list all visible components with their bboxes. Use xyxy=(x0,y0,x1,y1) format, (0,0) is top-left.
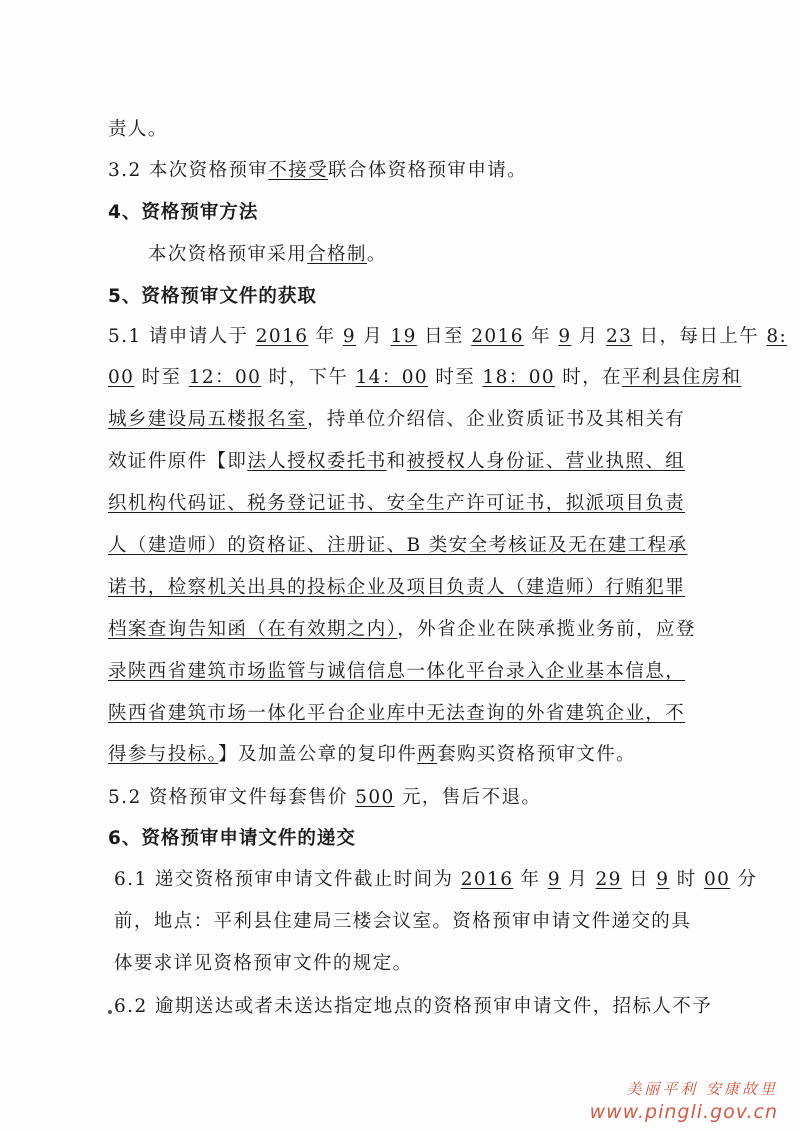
text-line-8: 城乡建设局五楼报名室，持单位介绍信、企业资质证书及其相关有 xyxy=(108,409,686,430)
section-heading-6: 6、资格预审申请文件的递交 xyxy=(108,828,356,849)
text-line-13: 档案查询告知函（在有效期之内），外省企业在陕承揽业务前，应登 xyxy=(108,619,696,640)
text-line-14: 录陕西省建筑市场监管与诚信信息一体化平台录入企业基本信息， xyxy=(108,661,686,682)
section-heading-5: 5、资格预审文件的获取 xyxy=(108,286,317,307)
scan-speck xyxy=(108,1010,112,1014)
text-line-16: 得参与投标。】及加盖公章的复印件两套购买资格预审文件。 xyxy=(108,744,637,765)
text-line-10: 织机构代码证、税务登记证书、安全生产许可证书，拟派项目负责 xyxy=(108,493,686,514)
text-line-7: 00 时至 12：00 时，下午 14：00 时至 18：00 时，在平利县住房和 xyxy=(108,367,742,388)
text-line-20: 前，地点：平利县住建局三楼会议室。资格预审申请文件递交的具 xyxy=(114,911,692,932)
text-line-1: 责人。 xyxy=(108,119,168,140)
text-line-9: 效证件原件【即法人授权委托书和被授权人身份证、营业执照、组 xyxy=(108,451,686,472)
watermark-url: www.pingli.gov.cn xyxy=(589,1101,778,1123)
text-line-4: 本次资格预审采用合格制。 xyxy=(148,244,387,265)
text-line-11: 人（建造师）的资格证、注册证、B 类安全考核证及无在建工程承 xyxy=(108,535,688,556)
site-watermark xyxy=(590,1078,778,1123)
text-line-2: 3.2 本次资格预审不接受联合体资格预审申请。 xyxy=(108,160,528,181)
text-line-19: 6.1 递交资格预审申请文件截止时间为 2016 年 9 月 29 日 9 时 00 分 xyxy=(114,869,758,890)
text-line-22: 6.2 逾期送达或者未送达指定地点的资格预审申请文件，招标人不予 xyxy=(114,996,713,1017)
text-line-21: 体要求详见资格预审文件的规定。 xyxy=(114,953,413,974)
text-line-17: 5.2 资格预审文件每套售价 500 元，售后不退。 xyxy=(108,787,542,808)
watermark-slogan: 美丽平利 安康故里 xyxy=(626,1080,778,1098)
text-line-6: 5.1 请申请人于 2016 年 9 月 19 日至 2016 年 9 月 23 日，每日上午 8: xyxy=(108,326,788,347)
section-heading-4: 4、资格预审方法 xyxy=(108,202,259,223)
text-line-15: 陕西省建筑市场一体化平台企业库中无法查询的外省建筑企业，不 xyxy=(108,703,686,724)
text-line-12: 诺书，检察机关出具的投标企业及项目负责人（建造师）行贿犯罪 xyxy=(108,577,686,598)
